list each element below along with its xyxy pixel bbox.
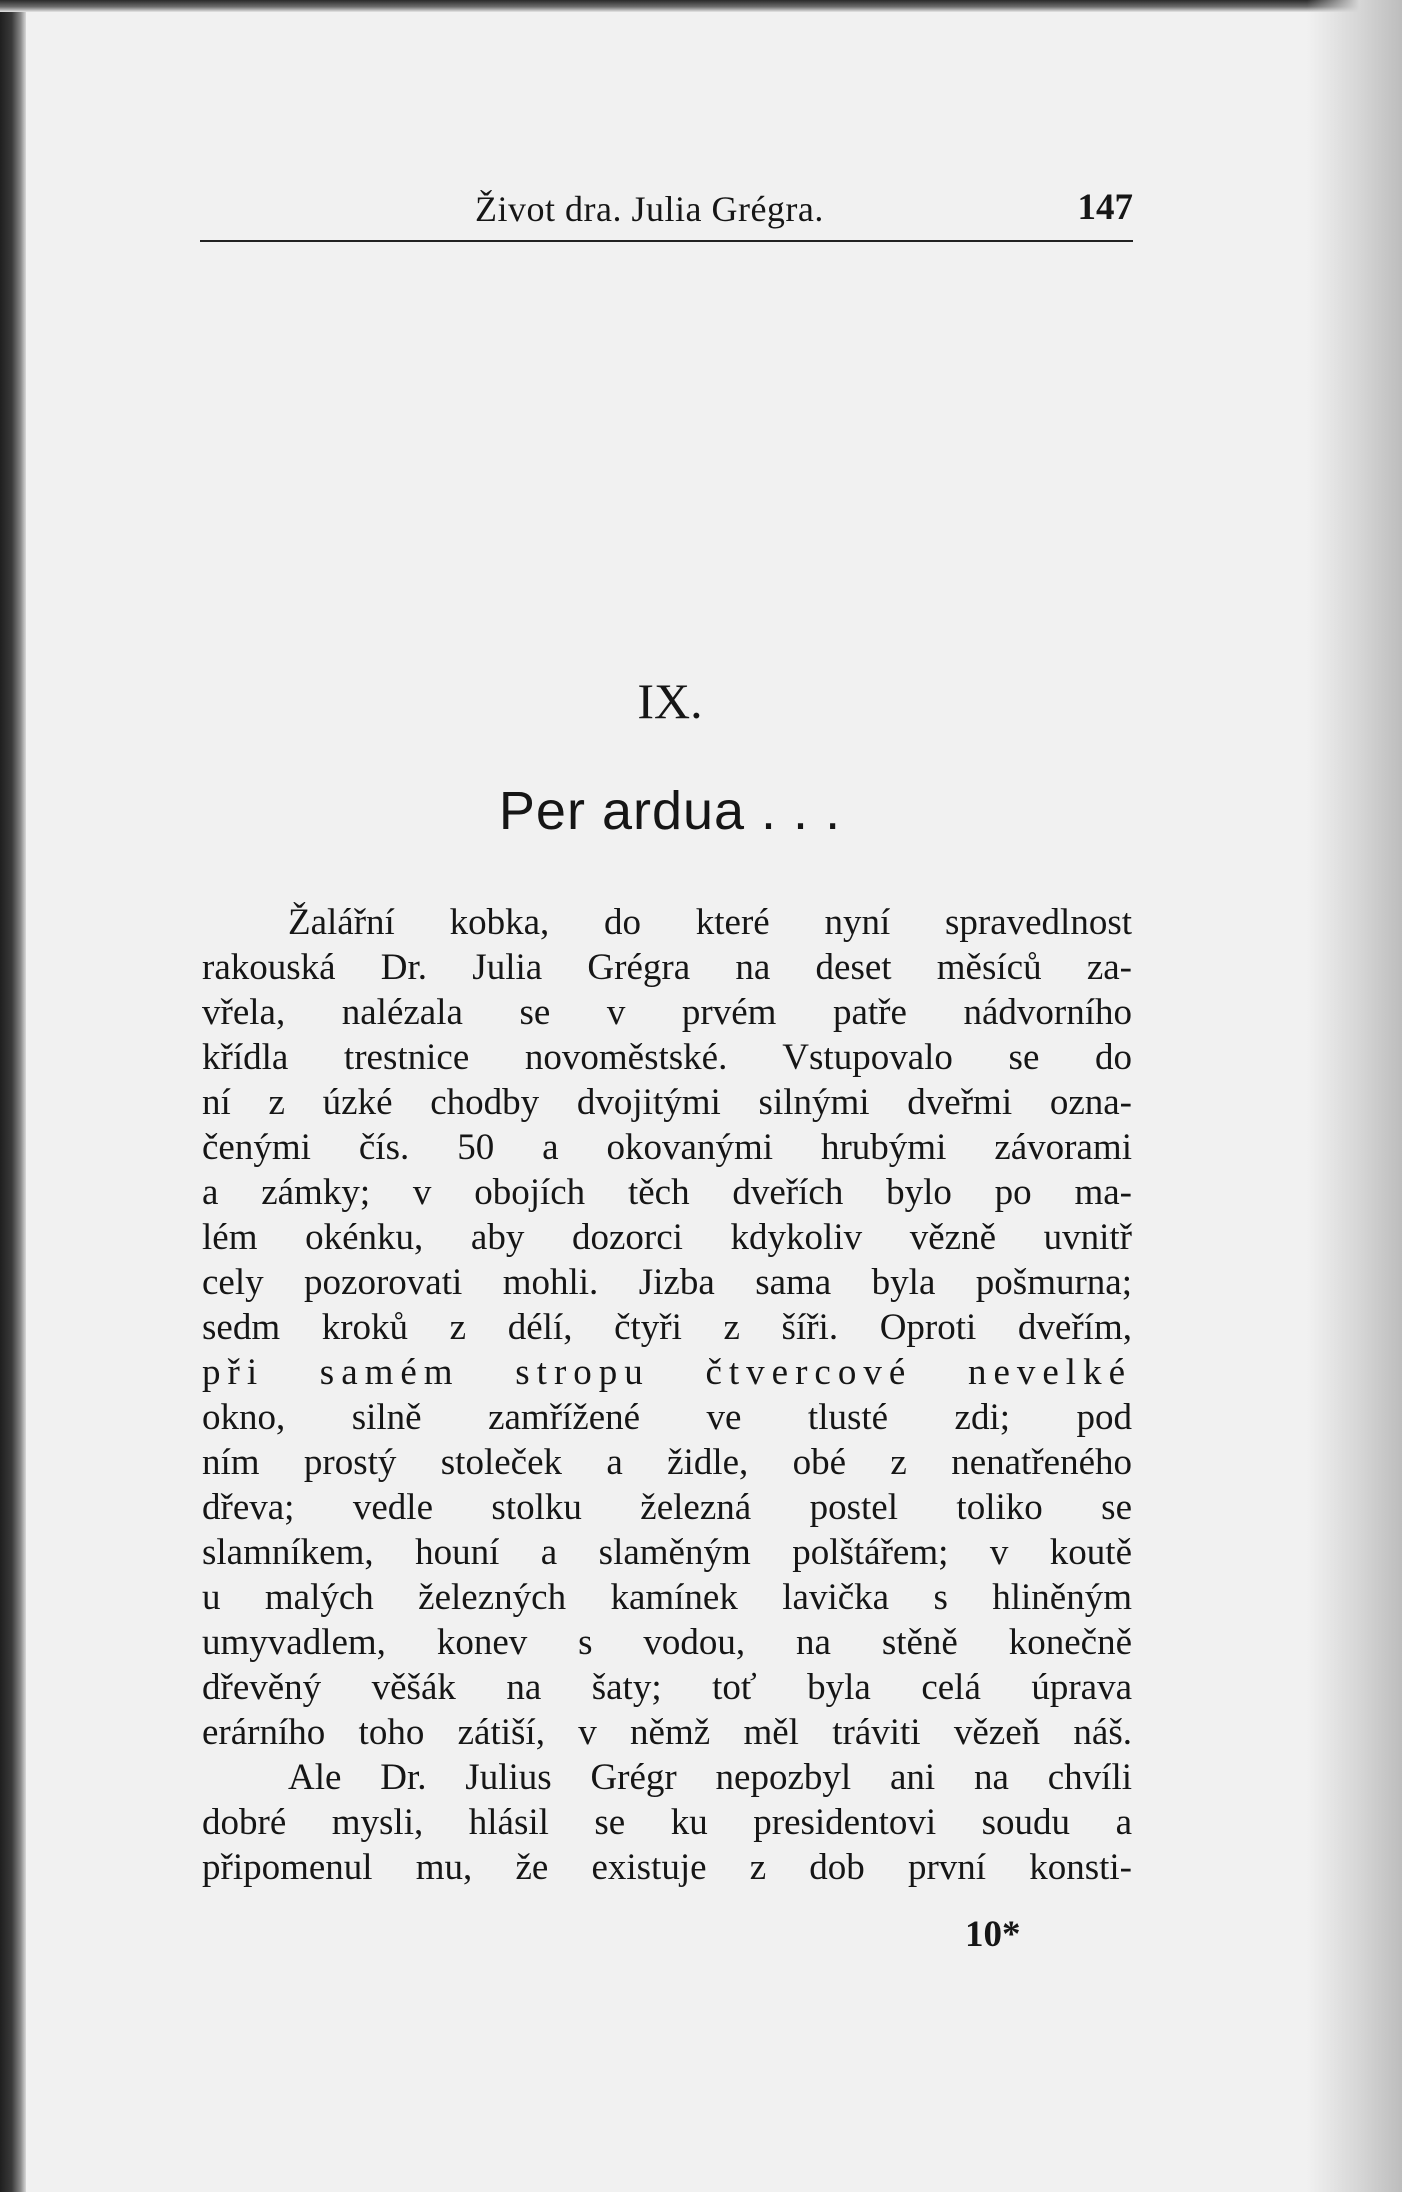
chapter-title: Per ardua . . . <box>498 781 842 841</box>
text-line: sedm kroků z délí, čtyři z šíři. Oproti dveřím, <box>202 1307 1132 1348</box>
body-text <box>202 900 1132 1890</box>
text-line: ní z úzké chodby dvojitými silnými dveřmi ozna- <box>202 1082 1132 1123</box>
text-line: připomenul mu, že existuje z dob první konsti- <box>202 1847 1132 1888</box>
text-line: umyvadlem, konev s vodou, na stěně konečně <box>202 1622 1132 1663</box>
text-line: ním prostý stoleček a židle, obé z nenatřeného <box>202 1442 1132 1483</box>
text-line: dřevěný věšák na šaty; toť byla celá úprava <box>202 1667 1132 1708</box>
text-line: erárního toho zátiší, v němž měl tráviti vězeň náš. <box>202 1712 1132 1753</box>
scan-top-edge <box>0 0 1402 12</box>
scan-right-shadow <box>1307 0 1402 2192</box>
text-line: křídla trestnice novoměstské. Vstupovalo se do <box>202 1037 1132 1078</box>
text-line: rakouská Dr. Julia Grégra na deset měsíců za- <box>202 947 1132 988</box>
text-line: cely pozorovati mohli. Jizba sama byla pošmurna; <box>202 1262 1132 1303</box>
text-line-emphasized: při samém stropu čtvercové nevelké <box>202 1352 1132 1393</box>
text-line-emphasized: okno, silně zamřížené ve tlusté zdi; pod <box>202 1397 1132 1438</box>
text-line: Žalářní kobka, do které nyní spravedlnost <box>288 902 1132 943</box>
page-number: 147 <box>1077 187 1133 228</box>
scan-left-edge <box>0 0 26 2192</box>
text-line: dobré mysli, hlásil se ku presidentovi soudu a <box>202 1802 1132 1843</box>
chapter-number: IX. <box>637 673 703 729</box>
running-title: Život dra. Julia Grégra. <box>475 189 824 229</box>
text-line: slamníkem, houní a slaměným polštářem; v koutě <box>202 1532 1132 1573</box>
running-header <box>200 180 1133 242</box>
signature-mark: 10* <box>965 1914 1021 1955</box>
text-line: a zámky; v obojích těch dveřích bylo po ma- <box>202 1172 1132 1213</box>
text-line: dřeva; vedle stolku železná postel toliko se <box>202 1487 1132 1528</box>
text-line: lém okénku, aby dozorci kdykoliv vězně uvnitř <box>202 1217 1132 1258</box>
text-line: Ale Dr. Julius Grégr nepozbyl ani na chvíli <box>288 1757 1132 1798</box>
text-line: čenými čís. 50 a okovanými hrubými závorami <box>202 1127 1132 1168</box>
text-line: u malých železných kamínek lavička s hliněným <box>202 1577 1132 1618</box>
text-line: vřela, nalézala se v prvém patře nádvorního <box>202 992 1132 1033</box>
